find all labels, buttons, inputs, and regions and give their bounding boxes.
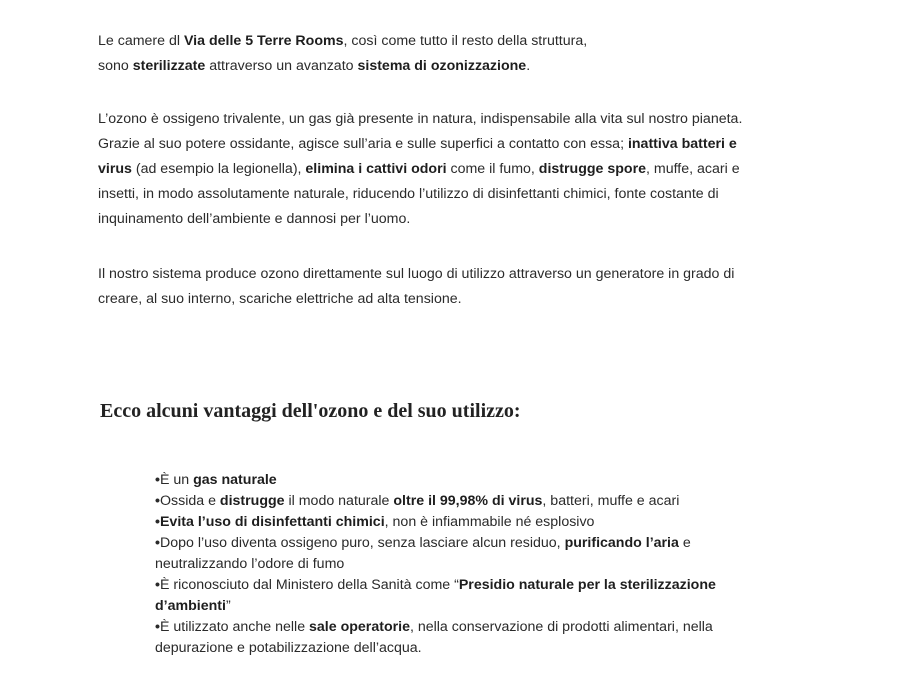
- benefits-list: [155, 470, 815, 659]
- bold-text-run: gas naturale: [193, 472, 277, 488]
- text-run: neutralizzando l’odore di fumo: [155, 556, 345, 572]
- bullet-icon: •: [155, 493, 160, 509]
- text-run: depurazione e potabilizzazione dell’acqua.: [155, 640, 422, 656]
- bullet-icon: •: [155, 472, 160, 488]
- intro-paragraph: [98, 29, 838, 79]
- bold-text-run: distrugge: [219, 493, 285, 509]
- benefit-item: [155, 617, 815, 659]
- bold-text-run: d’ambienti: [155, 598, 226, 614]
- text-run: insetti, in modo assolutamente naturale, riducendo l’utilizzo di disinfettanti chimici, fonte costante di: [98, 186, 719, 202]
- text-run: inquinamento dell’ambiente e dannosi per l’uomo.: [98, 211, 411, 227]
- text-run: .: [526, 58, 531, 74]
- benefit-item: [155, 533, 815, 575]
- bold-text-run: sale operatorie: [309, 619, 410, 635]
- text-run: È riconosciuto dal Ministero della Sanità come “: [159, 577, 459, 593]
- text-run: È un: [159, 472, 194, 488]
- text-run: L’ozono è ossigeno trivalente, un gas già presente in natura, indispensabile alla vita sul nostro pianeta.: [98, 111, 743, 127]
- bullet-icon: •: [155, 514, 160, 530]
- benefit-item: [155, 470, 815, 491]
- bold-text-run: purificando l’aria: [564, 535, 679, 551]
- text-run: , così come tutto il resto della struttura,: [343, 33, 588, 49]
- ozone-description-paragraph: [98, 107, 838, 232]
- text-run: Dopo l’uso diventa ossigeno puro, senza lasciare alcun residuo,: [159, 535, 565, 551]
- bullet-icon: •: [155, 577, 160, 593]
- benefit-item: [155, 491, 815, 512]
- bold-text-run: elimina i cattivi odori: [305, 161, 447, 177]
- text-run: (ad esempio la legionella),: [131, 161, 306, 177]
- benefit-item: [155, 575, 815, 617]
- bold-text-run: sterilizzate: [132, 58, 206, 74]
- text-run: È utilizzato anche nelle: [159, 619, 310, 635]
- text-run: creare, al suo interno, scariche elettriche ad alta tensione.: [98, 291, 462, 307]
- bold-text-run: sistema di ozonizzazione: [357, 58, 527, 74]
- text-run: attraverso un avanzato: [205, 58, 358, 74]
- text-run: Grazie al suo potere ossidante, agisce sull’aria e sulle superfici a contatto con essa;: [98, 136, 628, 152]
- bullet-icon: •: [155, 535, 160, 551]
- bold-text-run: inattiva batteri e: [627, 136, 737, 152]
- benefit-item: [155, 512, 815, 533]
- text-run: come il fumo,: [446, 161, 539, 177]
- bold-text-run: Via delle 5 Terre Rooms: [183, 33, 344, 49]
- ozone-generator-paragraph: [98, 262, 838, 312]
- text-run: il modo naturale: [284, 493, 394, 509]
- text-run: , batteri, muffe e acari: [542, 493, 680, 509]
- text-run: , nella conservazione di prodotti alimentari, nella: [409, 619, 713, 635]
- bold-text-run: Evita l’uso di disinfettanti chimici: [159, 514, 385, 530]
- bold-text-run: virus: [98, 161, 132, 177]
- bold-text-run: distrugge spore: [538, 161, 647, 177]
- text-run: sono: [98, 58, 133, 74]
- bold-text-run: oltre il 99,98% di virus: [393, 493, 543, 509]
- text-run: e: [678, 535, 691, 551]
- text-run: , non è infiammabile né esplosivo: [384, 514, 595, 530]
- text-run: ”: [225, 598, 231, 614]
- section-title: Ecco alcuni vantaggi dell'ozono e del suo utilizzo:: [100, 400, 521, 422]
- text-run: Le camere dl: [98, 33, 184, 49]
- bold-text-run: Presidio naturale per la sterilizzazione: [458, 577, 716, 593]
- bullet-icon: •: [155, 619, 160, 635]
- text-run: Ossida e: [159, 493, 220, 509]
- text-run: , muffe, acari e: [646, 161, 740, 177]
- text-run: Il nostro sistema produce ozono direttamente sul luogo di utilizzo attraverso un generatore in grado di: [98, 266, 735, 282]
